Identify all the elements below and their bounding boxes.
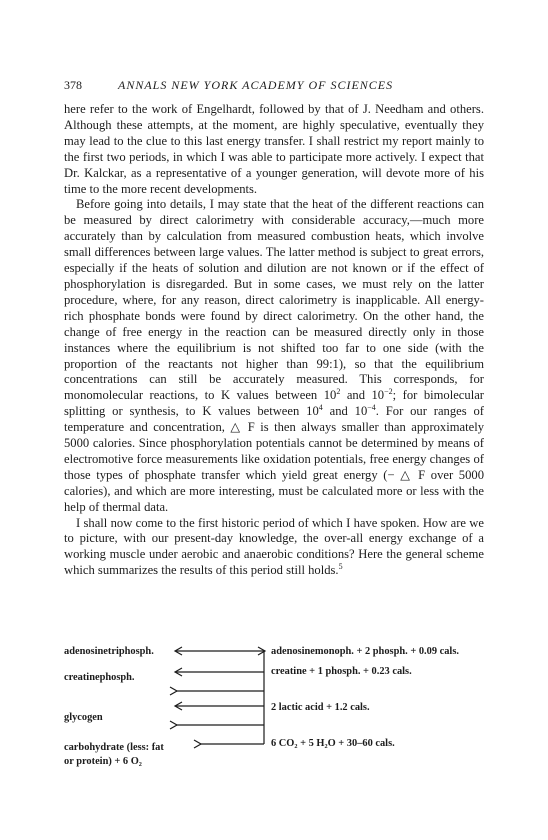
paragraph-1: here refer to the work of Engelhardt, followed by that of J. Needham and others. Although these attempts, at the moment, are highly speculative, eventually they may lead to the clue to this last energy transfer. I shall restrict my report mainly to the first two periods, in which I was able to participate more actively. I expect that Dr. Kalckar, as a representative of a younger generation, will devote more of his time to the more recent developments.: [64, 102, 484, 196]
scheme-right-amp: adenosinemonoph. + 2 phosph. + 0.09 cals.: [271, 646, 459, 657]
footnote-ref: 5: [338, 562, 343, 572]
scheme-left-oxygen: or protein) + 6 O₂: [64, 756, 142, 767]
scheme-left-glycogen: glycogen: [64, 712, 103, 723]
scheme-left-creatine: creatinephosph.: [64, 672, 135, 683]
page-number: 378: [64, 78, 82, 92]
paragraph-3: I shall now come to the first historic period of which I have spoken. How are we to picture, with our present-day knowledge, the over-all energy exchange of a working muscle under aerobic and anaerobic conditions? Here the general scheme which summarizes the results of this period still holds.$^5$: [64, 515, 484, 578]
scheme-left-carbohydrate: carbohydrate (less: fat: [64, 742, 164, 753]
paragraph-2: Before going into details, I may state that the heat of the different reactions can be measured by direct calorimetry with considerable accuracy,—much more accurately than by calculation from measured combustion heats, which involve small differences between large values. The latter method is subject to great errors, especially if the heats of solution and dilution are not known or if the effect of phosphorylation is disregarded. But in some cases, we must rely on the latter procedure, where, for any reason, direct calorimetry is inapplicable. All energy-rich phosphate bonds were found by direct calorimetry. On the other hand, the change of free energy in the reaction can be measured directly only in those instances where the equilibrium is not shifted too far to one side (with the proportion of the reactants not higher than 99:1), so that the equilibrium concentrations can still be accurately measured. This corresponds, for monomolecular reactions, to K values between $10^2$ and $10^{-2}$; for bimolecular splitting or synthesis, to K values between $10^4$ and $10^{-4}$. For our ranges of temperature and concentration, △ F is then always smaller than approximately 5000 calories. Since phosphorylation potentials cannot be determined by means of electromotive force measurements like oxidation potentials, free energy changes of those types of phosphate transfer which yield great energy (− △ F over 5000 calories), and which are more interesting, must be calculated more or less with the help of thermal data.: [64, 197, 484, 514]
scheme-right-lactic: 2 lactic acid + 1.2 cals.: [271, 702, 370, 713]
scheme-right-creatine: creatine + 1 phosph. + 0.23 cals.: [271, 666, 412, 677]
arrowhead-right-icon: [258, 647, 265, 655]
arrowhead-left-icon: [175, 647, 182, 655]
running-title: ANNALS NEW YORK ACADEMY OF SCIENCES: [118, 78, 394, 92]
scheme-right-co2: 6 CO₂ + 5 H₂O + 30–60 cals.: [271, 738, 395, 749]
body-text: [64, 102, 484, 579]
scheme-left-atp: adenosinetriphosph.: [64, 646, 154, 657]
